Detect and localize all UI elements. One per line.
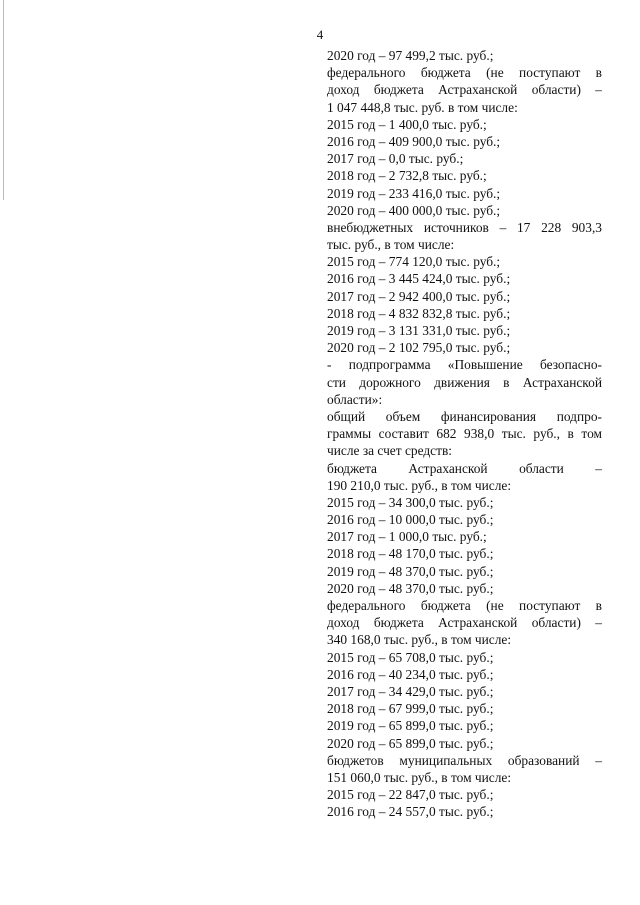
text-line: 2016 год – 3 445 424,0 тыс. руб.; [327, 271, 511, 287]
text-line: бюджета Астраханской области – [327, 460, 602, 476]
text-line: доход бюджета Астраханской области) – [327, 82, 602, 98]
document-text-column [327, 47, 602, 820]
text-line: 2017 год – 0,0 тыс. руб.; [327, 151, 464, 167]
text-line: 2016 год – 10 000,0 тыс. руб.; [327, 512, 494, 528]
text-line: 151 060,0 тыс. руб., в том числе: [327, 769, 512, 785]
text-line: 1 047 448,8 тыс. руб. в том числе: [327, 99, 518, 115]
text-line: 2019 год – 3 131 331,0 тыс. руб.; [327, 323, 511, 338]
text-line: 2020 год – 2 102 795,0 тыс. руб.; [327, 340, 511, 356]
text-line: доход бюджета Астраханской области) – [327, 615, 602, 631]
text-line: 2015 год – 774 120,0 тыс. руб.; [327, 254, 501, 270]
text-line: граммы составит 682 938,0 тыс. руб., в том [327, 426, 602, 442]
text-line: общий объем финансирования подпро- [327, 408, 602, 424]
text-line: федерального бюджета (не поступают в [327, 65, 602, 81]
text-line: внебюджетных источников – 17 228 903,3 [327, 219, 602, 235]
text-line: 2018 год – 2 732,8 тыс. руб.; [327, 168, 487, 184]
text-line: 2015 год – 1 400,0 тыс. руб.; [327, 116, 487, 132]
text-line: 2018 год – 4 832 832,8 тыс. руб.; [327, 305, 511, 321]
text-line: области»: [327, 391, 383, 407]
text-line: 2015 год – 65 708,0 тыс. руб.; [327, 649, 494, 665]
text-line: сти дорожного движения в Астраханской [327, 374, 602, 390]
text-line: числе за счет средств: [327, 443, 453, 459]
text-line: 340 168,0 тыс. руб., в том числе: [327, 632, 512, 648]
text-line: тыс. руб., в том числе: [327, 237, 455, 253]
text-line: 2019 год – 65 899,0 тыс. руб.; [327, 718, 494, 734]
text-line: 2016 год – 40 234,0 тыс. руб.; [327, 666, 494, 682]
text-line: бюджетов муниципальных образований – [327, 752, 602, 768]
text-line: 2018 год – 48 170,0 тыс. руб.; [327, 546, 494, 562]
text-line: 2017 год – 1 000,0 тыс. руб.; [327, 529, 487, 545]
text-line: 2020 год – 48 370,0 тыс. руб.; [327, 580, 494, 596]
text-line: 2015 год – 34 300,0 тыс. руб.; [327, 494, 494, 510]
text-line: 2020 год – 65 899,0 тыс. руб.; [327, 735, 494, 751]
text-line: 2020 год – 400 000,0 тыс. руб.; [327, 202, 501, 218]
text-line: 2017 год – 2 942 400,0 тыс. руб.; [327, 288, 511, 304]
text-line: федерального бюджета (не поступают в [327, 598, 602, 613]
text-line: 190 210,0 тыс. руб., в том числе: [327, 477, 512, 493]
text-line: 2018 год – 67 999,0 тыс. руб.; [327, 701, 494, 717]
text-line: 2017 год – 34 429,0 тыс. руб.; [327, 683, 494, 699]
text-line: 2019 год – 48 370,0 тыс. руб.; [327, 563, 494, 579]
text-line: 2015 год – 22 847,0 тыс. руб.; [327, 787, 494, 803]
text-line: 2020 год – 97 499,2 тыс. руб.; [327, 48, 494, 63]
text-line: - подпрограмма «Повышение безопасно- [327, 357, 602, 373]
text-line: 2016 год – 409 900,0 тыс. руб.; [327, 133, 501, 149]
text-line: 2016 год – 24 557,0 тыс. руб.; [327, 804, 494, 820]
page-number: 4 [316, 27, 324, 42]
text-line: 2019 год – 233 416,0 тыс. руб.; [327, 185, 501, 201]
